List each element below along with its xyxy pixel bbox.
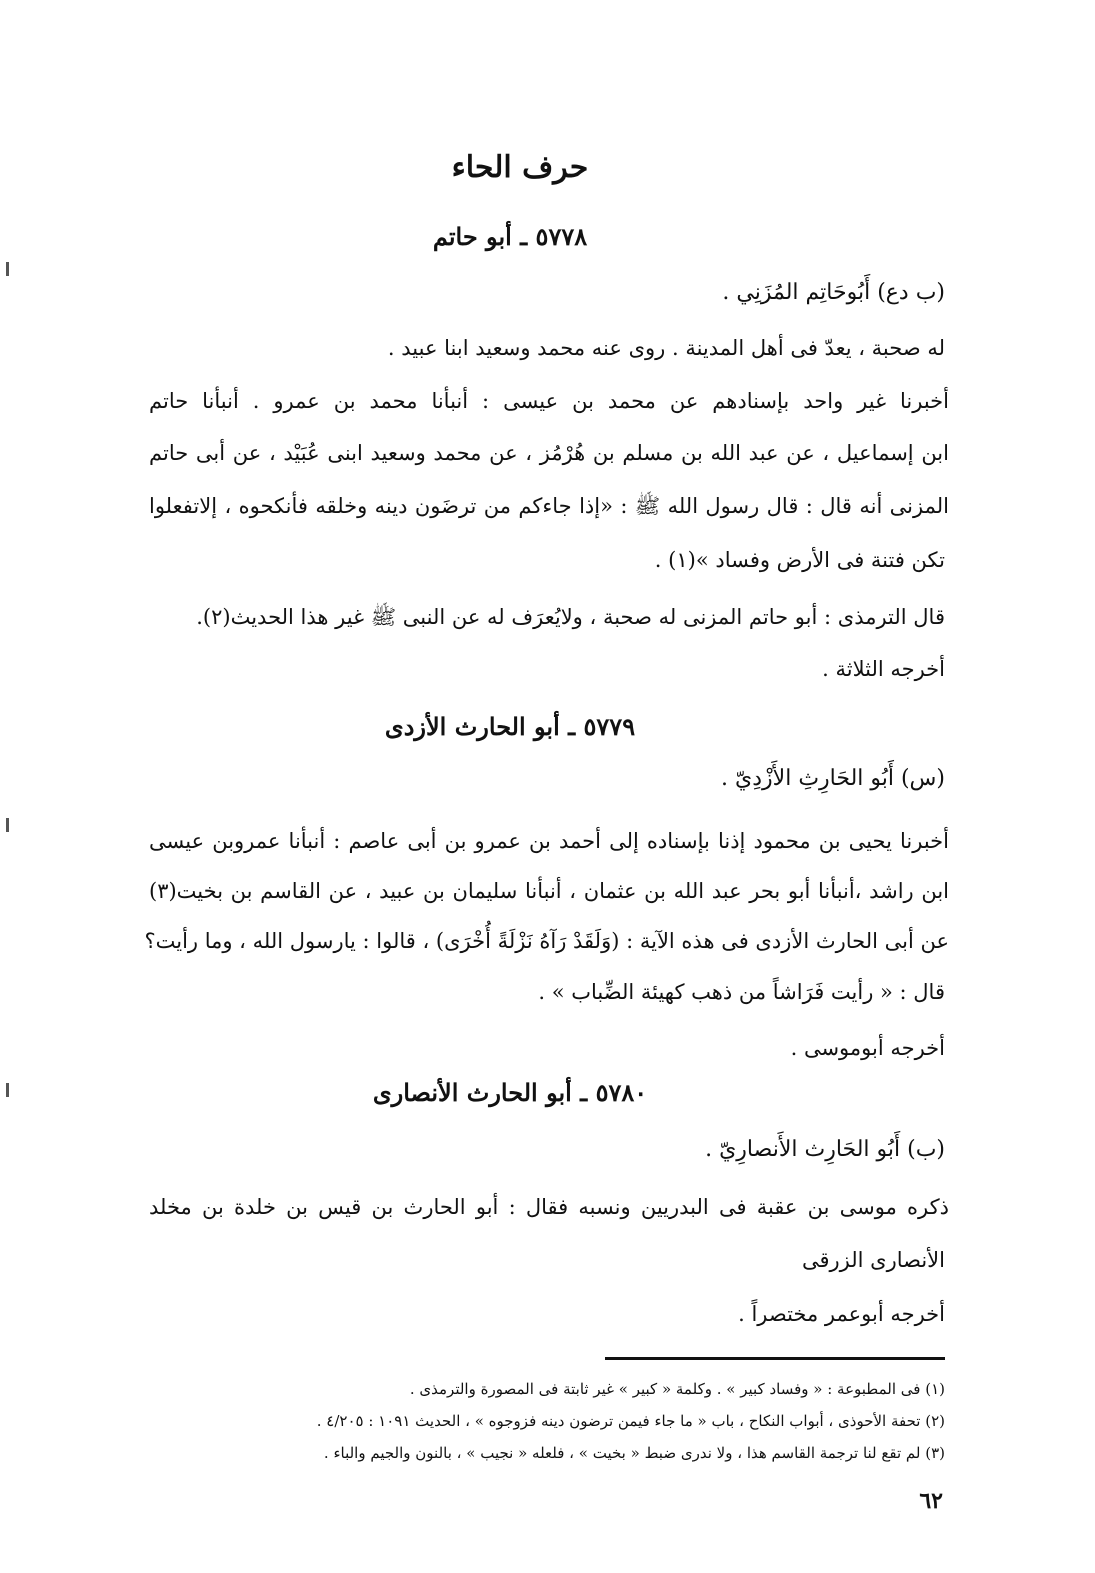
- text-line: أخبرنا غير واحد بإسنادهم عن محمد بن عيسى : أنبأنا محمد بن عمرو . أنبأنا حاتم: [149, 389, 949, 413]
- text-line: أخرجه الثلاثة .: [822, 657, 945, 681]
- entry-name: (ب دع) أَبُوحَاتِم المُزَنِي .: [722, 280, 945, 305]
- text-line: أخبرنا يحيى بن محمود إذنا بإسناده إلى أحمد بن عمرو بن أبى عاصم : أنبأنا عمروبن عيسى: [149, 829, 949, 853]
- text-line: له صحبة ، يعدّ فى أهل المدينة . روى عنه محمد وسعيد ابنا عبيد .: [387, 336, 945, 360]
- scan-mark: [6, 262, 9, 276]
- entry-heading: ٥٧٧٨ ـ أبو حاتم: [432, 222, 588, 251]
- text-line: أخرجه أبوموسى .: [790, 1036, 945, 1060]
- entry-name: (س) أَبُو الحَارِثِ الأَزْدِيّ .: [721, 766, 945, 791]
- text-line: ابن إسماعيل ، عن عبد الله بن مسلم بن هُرْمُز ، عن محمد وسعيد ابنى عُبَيْد ، عن أبى حاتم: [149, 441, 949, 465]
- text-line: ابن راشد ،أنبأنا أبو بحر عبد الله بن عثمان ، أنبأنا سليمان بن عبيد ، عن القاسم بن بخيت(٣): [149, 879, 949, 903]
- text-line: المزنى أنه قال : قال رسول الله ﷺ : «إذا جاءكم من ترضَون دينه وخلقه فأنكحوه ، إلاتفعلوا: [149, 494, 949, 518]
- entry-name: (ب) أَبُو الحَارِث الأَنصارِيّ .: [705, 1137, 945, 1162]
- text-line: قال الترمذى : أبو حاتم المزنى له صحبة ، ولايُعرَف له عن النبى ﷺ غير هذا الحديث(٢).: [196, 605, 945, 629]
- footnote: (٣) لم تقع لنا ترجمة القاسم هذا ، ولا ندرى ضبط « بخيت » ، فلعله « نجيب » ، بالنون والجيم والباء .: [323, 1444, 945, 1462]
- page-number: ٦٢: [919, 1488, 943, 1514]
- footnote: (٢) تحفة الأحوذى ، أبواب النكاح ، باب « ما جاء فيمن ترضون دينه فزوجوه » ، الحديث ١٠٩١ : ٤/٢٠٥ .: [316, 1412, 945, 1430]
- text-line: قال : « رأيت فَرَاشاً من ذهب كهيئة الضِّباب » .: [538, 980, 945, 1004]
- footnote-divider: [605, 1357, 945, 1360]
- text-line: الأنصارى الزرقى: [801, 1248, 945, 1272]
- entry-heading: ٥٧٧٩ ـ أبو الحارث الأزدى: [384, 712, 636, 741]
- footnote: (١) فى المطبوعة : « وفساد كبير » . وكلمة « كبير » غير ثابتة فى المصورة والترمذى .: [409, 1380, 945, 1398]
- text-line: تكن فتنة فى الأرض وفساد »(١) .: [654, 548, 945, 572]
- text-line: عن أبى الحارث الأزدى فى هذه الآية : (وَلَقَدْ رَآهُ نَزْلَةً أُخْرَى) ، قالوا : يارسول الله ، وما رأيت؟: [144, 929, 949, 953]
- scan-mark: [6, 818, 9, 832]
- text-line: ذكره موسى بن عقبة فى البدريين ونسبه فقال : أبو الحارث بن قيس بن خلدة بن مخلد: [149, 1195, 949, 1219]
- entry-heading: ٥٧٨٠ ـ أبو الحارث الأنصارى: [372, 1078, 648, 1107]
- text-line: أخرجه أبوعمر مختصراً .: [738, 1302, 945, 1326]
- section-title: حرف الحاء: [451, 150, 589, 185]
- scan-mark: [6, 1083, 9, 1097]
